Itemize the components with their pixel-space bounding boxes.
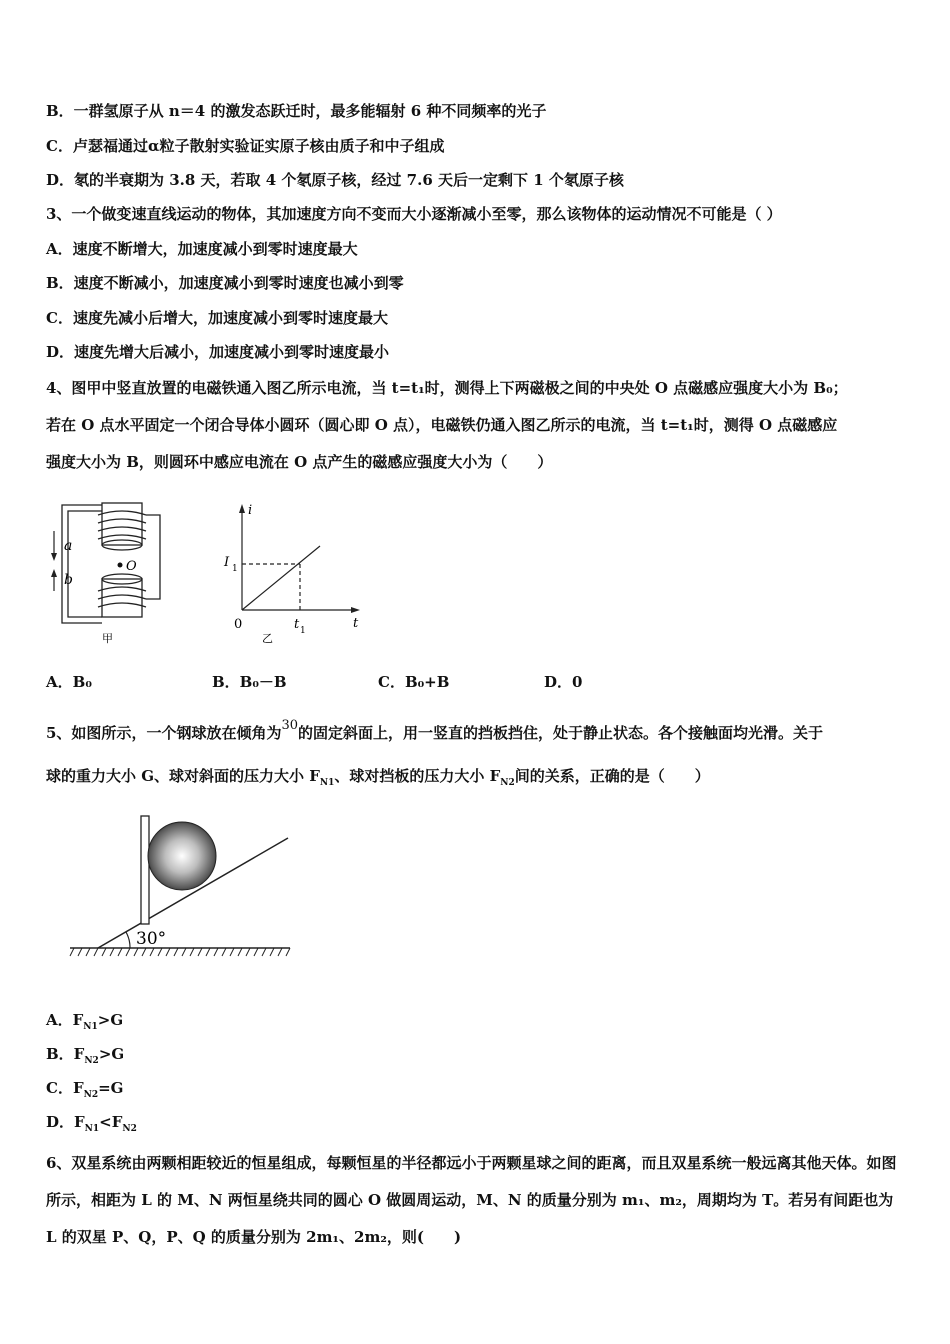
axis-t-label: t	[353, 616, 359, 631]
q2-option-b: B．一群氢原子从 n＝4 的激发态跃迁时，最多能辐射 6 种不同频率的光子	[46, 102, 547, 120]
q5-opt-b-sub: N2	[84, 1056, 99, 1066]
q5-opt-b-end: >G	[98, 1045, 125, 1063]
q4-stem-line2: 若在 O 点水平固定一个闭合导体小圆环（圆心即 O 点），电磁铁仍通入图乙所示的电流，当 t=t₁时，测得 O 点磁感应	[46, 416, 838, 434]
label-o: O	[126, 559, 137, 574]
origin-label: 0	[234, 617, 243, 632]
q5-option-c	[46, 1077, 123, 1100]
q5-angle-superscript: 30	[281, 718, 298, 733]
q3-option-c: C．速度先减小后增大，加速度减小到零时速度最大	[46, 309, 388, 327]
label-a: a	[64, 538, 73, 554]
q5-opt-d-mid: <F	[99, 1113, 123, 1131]
q5-opt-d-sub: N1	[84, 1124, 100, 1134]
q5-line2-mid: 、球对挡板的压力大小 F	[334, 767, 501, 785]
incline-angle-label: 30°	[136, 929, 167, 949]
q5-figure-ball-incline	[68, 810, 298, 970]
q5-option-b	[46, 1043, 124, 1066]
q5-opt-a-end: >G	[97, 1011, 124, 1029]
q5-opt-d-text: D．F	[46, 1113, 85, 1131]
axis-i-label: i	[248, 503, 253, 518]
i1-subscript: 1	[232, 564, 238, 574]
q4-figure-current-graph	[222, 500, 372, 645]
q3-stem: 3、一个做变速直线运动的物体，其加速度方向不变而大小逐渐减小至零，那么该物体的运动情况不可能是（ ）	[46, 205, 782, 223]
q5-stem-post: 的固定斜面上，用一竖直的挡板挡住，处于静止状态。各个接触面均光滑。关于	[298, 724, 824, 742]
q5-option-a	[46, 1009, 123, 1032]
label-yi: 乙	[262, 632, 273, 645]
q4-option-b: B．B₀－B	[212, 673, 287, 691]
q5-sub-n2: N2	[500, 778, 515, 788]
q5-stem-line1	[46, 716, 823, 743]
label-b: b	[64, 572, 73, 588]
q5-option-d	[46, 1111, 137, 1134]
q5-opt-c-sub: N2	[83, 1090, 99, 1100]
q5-opt-d-sub2: N2	[122, 1124, 137, 1134]
q6-stem: 6、双星系统由两颗相距较近的恒星组成，每颗恒星的半径都远小于两颗星球之间的距离，而且双星系统一般远离其他天体。如图所示，相距为 L 的 M、N 两恒星绕共同的圆心 O 做圆周运动，M、N 的质量分别为 m₁、m₂，周期均为 T。若另有间距也为 L 的双星 P、Q，P、Q 的质量分别为 2m₁、2m₂，则( )	[46, 1154, 897, 1246]
q2-option-d: D．氡的半衰期为 3.8 天，若取 4 个氡原子核，经过 7.6 天后一定剩下 1 个氡原子核	[46, 171, 624, 189]
q5-opt-a-sub: N1	[83, 1022, 98, 1032]
q5-opt-c-end: =G	[98, 1079, 124, 1097]
q3-option-d: D．速度先增大后减小，加速度减小到零时速度最小	[46, 343, 390, 361]
q4-option-a: A．B₀	[46, 673, 92, 691]
q4-figure-electromagnet	[44, 495, 174, 645]
q5-line2-text: 球的重力大小 G、球对斜面的压力大小 F	[46, 767, 320, 785]
q5-line2-end: 间的关系，正确的是（ ）	[514, 767, 710, 785]
q4-stem-line1: 4、图甲中竖直放置的电磁铁通入图乙所示电流，当 t=t₁时，测得上下两磁极之间的中央处 O 点磁感应强度大小为 B₀；	[46, 379, 848, 397]
q5-opt-b-text: B．F	[46, 1045, 85, 1063]
label-jia: 甲	[102, 632, 113, 645]
q3-option-b: B．速度不断减小，加速度减小到零时速度也减小到零	[46, 274, 404, 292]
q4-option-c: C．B₀+B	[378, 673, 450, 691]
q3-option-a: A．速度不断增大，加速度减小到零时速度最大	[46, 240, 358, 258]
q5-sub-n1: N1	[319, 778, 335, 788]
q2-option-c: C．卢瑟福通过α粒子散射实验证实原子核由质子和中子组成	[46, 137, 445, 155]
t1-label: t	[294, 617, 300, 632]
q4-stem-line3: 强度大小为 B，则圆环中感应电流在 O 点产生的磁感应强度大小为（ ）	[46, 453, 553, 471]
t1-subscript: 1	[300, 626, 306, 636]
q5-opt-c-text: C．F	[46, 1079, 84, 1097]
q4-option-d: D．0	[544, 673, 583, 691]
q5-stem-pre: 5、如图所示，一个钢球放在倾角为	[46, 724, 282, 742]
q5-stem-line2	[46, 766, 710, 793]
i1-label: I	[224, 555, 230, 570]
q5-opt-a-text: A．F	[46, 1011, 84, 1029]
